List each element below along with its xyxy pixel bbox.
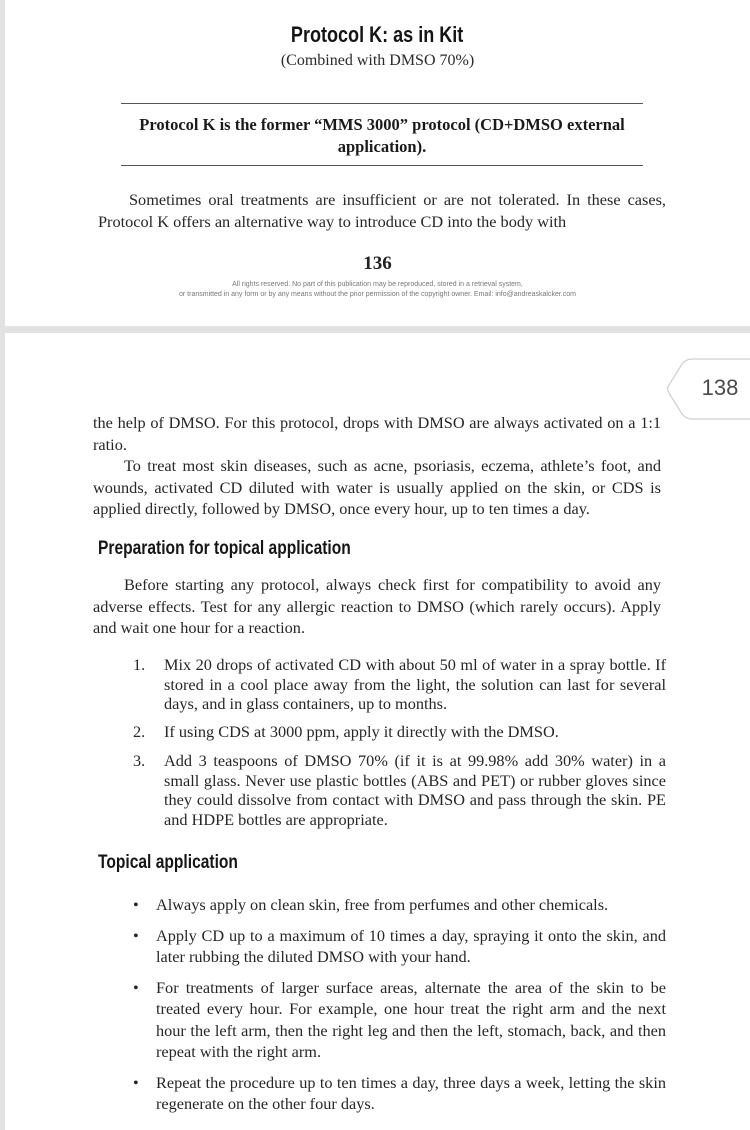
list-marker: 3.: [133, 750, 146, 770]
bottom-rule: [121, 165, 643, 166]
copyright-line-1: All rights reserved. No part of this publication may be reproduced, stored in a retrieval system,: [232, 281, 523, 288]
bullet-text: Always apply on clean skin, free from perfumes and other chemicals.: [156, 895, 609, 914]
list-item-text: Mix 20 drops of activated CD with about 50 ml of water in a spray bottle. If stored in a cool place away from the light, the solution can last for several days, and in glass containers, up to months.: [164, 655, 666, 714]
heading-preparation-text: Preparation for topical application: [98, 538, 351, 559]
list-marker: 2.: [133, 722, 146, 742]
list-marker: 1.: [133, 655, 146, 674]
list-item: [98, 751, 666, 830]
heading-topical-text: Topical application: [98, 852, 238, 873]
heading-topical: [98, 852, 269, 874]
bullet-marker: •: [133, 925, 139, 945]
copyright-line-2: or transmitted in any form or by any means without the prior permission of the copyright owner. Email: info@andreaskalcker.com: [179, 291, 576, 298]
bullet-marker: •: [133, 895, 139, 914]
preparation-paragraph: Before starting any protocol, always check first for compatibility to avoid any adverse effects. Test for any allergic reaction to DMSO (which rarely occurs). Apply and wait one hour for a reaction.: [93, 575, 661, 637]
protocol-note: Protocol K is the former “MMS 3000” protocol (CD+DMSO external application).: [139, 115, 625, 156]
bullet-marker: •: [133, 977, 139, 997]
topical-bullets: [98, 894, 666, 1115]
protocol-title: Protocol K: as in Kit: [291, 22, 464, 47]
page-number: 136: [363, 253, 392, 274]
bullet-item: [98, 925, 666, 968]
bullet-item: [98, 977, 666, 1063]
top-rule: [121, 103, 643, 104]
bullet-text: For treatments of larger surface areas, alternate the area of the skin to be treated every hour. For example, one hour treat the right arm and the next hour the left arm, then the right leg and then the left, stomach, back, and then repeat with the right arm.: [156, 977, 666, 1061]
heading-preparation: [98, 538, 406, 560]
page-number-tab[interactable]: [666, 358, 750, 420]
continuation-paragraph: the help of DMSO. For this protocol, drops with DMSO are always activated on a 1:1 ratio.: [93, 413, 661, 454]
list-item-text: Add 3 teaspoons of DMSO 70% (if it is at 99.98% add 30% water) in a small glass. Never use plastic bottles (ABS and PET) or rubber gloves since they could dissolve from contact with DMSO and pass through the skin. PE and HDPE bottles are appropriate.: [164, 750, 666, 829]
preparation-steps: [98, 655, 666, 830]
protocol-subtitle: (Combined with DMSO 70%): [280, 52, 475, 69]
bullet-item: [98, 894, 666, 916]
skin-treatment-paragraph: To treat most skin diseases, such as acne, psoriasis, eczema, athlete’s foot, and wounds, activated CD diluted with water is usually applied on the skin, or CDS is applied directly, followed by DMSO, once every hour, up to ten times a day.: [93, 456, 661, 518]
protocol-title-wrap: [5, 22, 750, 48]
bullet-marker: •: [133, 1072, 139, 1092]
bullet-item: [98, 1072, 666, 1115]
page-tab-label: 138: [701, 375, 739, 400]
intro-paragraph: Sometimes oral treatments are insufficient or are not tolerated. In these cases, Protocol K offers an alternative way to introduce CD into the body with: [98, 190, 666, 231]
page-136: [5, 0, 750, 326]
list-item: [98, 722, 666, 742]
list-item-text: If using CDS at 3000 ppm, apply it directly with the DMSO.: [164, 722, 559, 742]
list-item: [98, 655, 666, 714]
bullet-text: Apply CD up to a maximum of 10 times a day, spraying it onto the skin, and later rubbing the diluted DMSO with your hand.: [156, 925, 666, 966]
bullet-text: Repeat the procedure up to ten times a day, three days a week, letting the skin regenerate on the other four days.: [156, 1072, 666, 1113]
